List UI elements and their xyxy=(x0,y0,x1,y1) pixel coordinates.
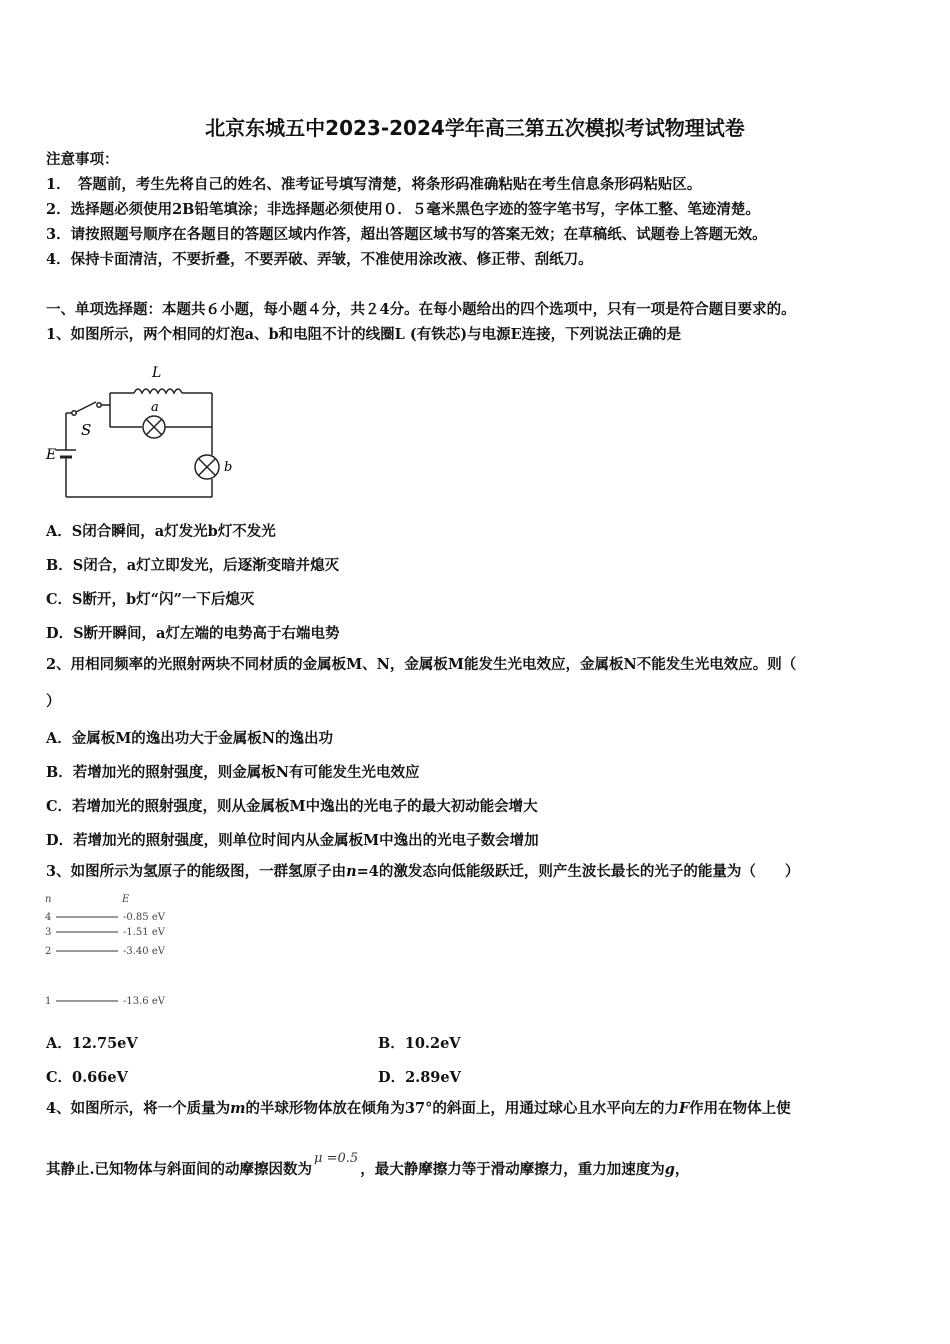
level-energy: -0.85 eV xyxy=(123,912,165,923)
q4-var-m: m xyxy=(230,1100,246,1117)
label-L: L xyxy=(152,365,162,381)
label-b: b xyxy=(224,460,233,475)
question-2-stem-end: ） xyxy=(46,693,61,710)
question-4-stem xyxy=(46,1099,791,1119)
level-energy: -13.6 eV xyxy=(123,996,165,1007)
circuit-diagram xyxy=(44,355,244,505)
q4-var-F: F xyxy=(678,1100,690,1117)
section-heading: 一、单项选择题：本题共６小题，每小题４分，共２4分。在每小题给出的四个选项中，只有一项是符合题目要求的。 xyxy=(46,301,796,318)
level-energy: -1.51 eV xyxy=(123,927,165,938)
axis-e-label: E xyxy=(122,894,130,905)
question-1-stem: 1、如图所示，两个相同的灯泡a、b和电阻不计的线圈L (有铁芯)与电源E连接，下列说法正确的是 xyxy=(46,326,682,343)
q4-text: ，最大静摩擦力等于滑动摩擦力，重力加速度为 xyxy=(360,1161,665,1178)
label-S: S xyxy=(81,421,92,439)
q1-option-c[interactable]: C．S断开，b灯“闪”一下后熄灭 xyxy=(46,591,255,608)
q2-option-d[interactable]: D．若增加光的照射强度，则单位时间内从金属板M中逸出的光电子数会增加 xyxy=(46,832,539,849)
notice-item: 3．请按照题号顺序在各题目的答题区域内作答，超出答题区域书写的答案无效；在草稿纸、试题卷上答题无效。 xyxy=(46,226,767,243)
q4-text: ， xyxy=(674,1161,690,1178)
q4-text: 其静止.已知物体与斜面间的动摩擦因数为 xyxy=(46,1161,313,1178)
q3-option-b[interactable]: B．10.2eV xyxy=(378,1035,461,1052)
level-n: 2 xyxy=(45,946,52,957)
q4-var-g: g xyxy=(664,1161,675,1178)
label-E: E xyxy=(46,447,57,463)
q2-option-a[interactable]: A．金属板M的逸出功大于金属板N的逸出功 xyxy=(46,730,334,747)
q2-option-b[interactable]: B．若增加光的照射强度，则金属板N有可能发生光电效应 xyxy=(46,764,420,781)
q1-option-b[interactable]: B．S闭合，a灯立即发光，后逐渐变暗并熄灭 xyxy=(46,557,340,574)
q4-text: 4、如图所示，将一个质量为 xyxy=(46,1100,231,1117)
energy-level-diagram xyxy=(42,890,202,1015)
level-n: 1 xyxy=(45,996,52,1007)
level-energy: -3.40 eV xyxy=(123,946,165,957)
q3-option-a[interactable]: A．12.75eV xyxy=(46,1035,138,1052)
q3-stem-post: =4的激发态向低能级跃迁，则产生波长最长的光子的能量为（ ） xyxy=(356,863,800,880)
level-n: 4 xyxy=(45,912,52,923)
q4-text: 作用在物体上使 xyxy=(689,1100,791,1117)
question-2-stem: 2、用相同频率的光照射两块不同材质的金属板M、N，金属板M能发生光电效应，金属板N不能发生光电效应。则（ xyxy=(46,656,797,673)
q4-mu-formula: μ =0.5 xyxy=(314,1151,359,1166)
page-title: 北京东城五中2023-2024学年高三第五次模拟考试物理试卷 xyxy=(205,116,745,140)
label-a: a xyxy=(151,400,159,415)
axis-n-label: n xyxy=(45,894,52,905)
q3-option-c[interactable]: C．0.66eV xyxy=(46,1069,128,1086)
notice-item: 4．保持卡面清洁，不要折叠，不要弄破、弄皱，不准使用涂改液、修正带、刮纸刀。 xyxy=(46,251,593,268)
q1-option-d[interactable]: D．S断开瞬间，a灯左端的电势高于右端电势 xyxy=(46,625,340,642)
q2-option-c[interactable]: C．若增加光的照射强度，则从金属板M中逸出的光电子的最大初动能会增大 xyxy=(46,798,538,815)
notice-item: 1． 答题前，考生先将自己的姓名、准考证号填写清楚，将条形码准确粘贴在考生信息条形码粘贴区。 xyxy=(46,176,702,193)
q3-stem-pre: 3、如图所示为氢原子的能级图，一群氢原子由 xyxy=(46,863,347,880)
question-3-stem xyxy=(46,862,799,882)
level-n: 3 xyxy=(45,927,52,938)
q4-text: 的半球形物体放在倾角为37°的斜面上，用通过球心且水平向左的力 xyxy=(245,1100,679,1117)
q3-stem-n: n xyxy=(346,863,357,880)
question-4-stem-line2 xyxy=(46,1151,690,1181)
notice-heading: 注意事项： xyxy=(46,151,119,168)
notice-item: 2．选择题必须使用2B铅笔填涂；非选择题必须使用０．５毫米黑色字迹的签字笔书写，字体工整、笔迹清楚。 xyxy=(46,201,760,218)
q1-option-a[interactable]: A．S闭合瞬间，a灯发光b灯不发光 xyxy=(46,523,276,540)
q3-option-d[interactable]: D．2.89eV xyxy=(378,1069,461,1086)
